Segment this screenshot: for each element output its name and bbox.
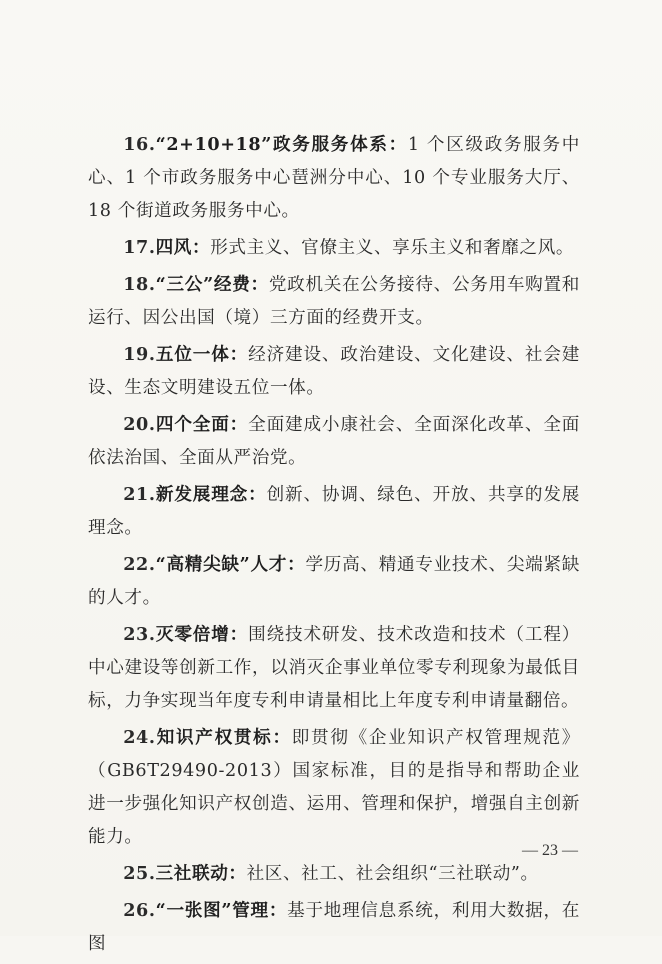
glossary-entry-24 (88, 721, 580, 854)
glossary-entry-17 (88, 231, 580, 265)
entry-definition: 社区、社工、社会组织“三社联动”。 (246, 864, 539, 884)
entry-term: 五位一体 (155, 344, 230, 365)
entry-definition: 围绕技术研发、技术改造和技术（工程）中心建设等创新工作，以消灭企事业单位零专利现象为最低目标，力争实现当年度专利申请量相比上年度专利申请量翻倍。 (88, 625, 580, 711)
entry-number: 17. (123, 237, 156, 258)
glossary-entry-21 (88, 478, 580, 545)
entry-term: “高精尖缺”人才 (155, 554, 288, 575)
entry-term: “三公”经费 (155, 274, 251, 295)
entry-term: 四个全面 (155, 414, 230, 435)
entry-separator: ： (248, 484, 267, 505)
entry-separator: ： (229, 344, 249, 365)
entry-term: 四风 (155, 237, 192, 258)
entry-term: “一张图”管理 (155, 900, 269, 921)
entry-number: 24. (123, 727, 156, 748)
entry-separator: ： (228, 863, 247, 884)
entry-separator: ： (388, 134, 408, 155)
entry-term: 三社联动 (155, 863, 229, 884)
entry-number: 16. (123, 134, 156, 155)
page-number: — 23 — (522, 842, 578, 859)
glossary-entry-23 (88, 618, 580, 718)
glossary-entry-16 (88, 128, 580, 228)
entry-term: 灭零倍增 (155, 624, 230, 645)
entry-number: 18. (123, 274, 156, 295)
entry-separator: ： (287, 554, 306, 575)
glossary-entry-22 (88, 548, 580, 615)
entry-number: 25. (123, 863, 156, 884)
entry-term: “2+10+18”政务服务体系 (155, 134, 389, 155)
entry-number: 19. (123, 344, 156, 365)
entry-definition: 经济建设、政治建设、文化建设、社会建设、生态文明建设五位一体。 (88, 345, 580, 398)
entry-number: 26. (123, 900, 156, 921)
entry-number: 22. (123, 554, 156, 575)
entry-separator: ： (229, 624, 249, 645)
entry-separator: ： (250, 274, 269, 295)
entry-separator: ： (268, 900, 288, 921)
entry-definition: 学历高、精通专业技术、尖端紧缺的人才。 (88, 555, 580, 608)
entry-number: 23. (123, 624, 156, 645)
entry-number: 21. (123, 484, 156, 505)
entry-definition: 形式主义、官僚主义、享乐主义和奢靡之风。 (210, 238, 575, 258)
glossary-entry-19 (88, 338, 580, 405)
entry-term: 新发展理念 (155, 484, 249, 505)
entry-separator: ： (229, 414, 249, 435)
entry-definition: 全面建成小康社会、全面深化改革、全面依法治国、全面从严治党。 (88, 415, 580, 468)
entry-separator: ： (272, 727, 292, 748)
entry-definition: 即贯彻《企业知识产权管理规范》（GB6T29490-2013）国家标准，目的是指导和帮助企业进一步强化知识产权创造、运用、管理和保护，增强自主创新能力。 (88, 728, 580, 847)
glossary-entry-26 (88, 894, 580, 961)
entry-number: 20. (123, 414, 156, 435)
entry-definition: 基于地理信息系统，利用大数据，在图 (88, 901, 580, 954)
entry-definition: 1 个区级政务服务中心、1 个市政务服务中心琶洲分中心、10 个专业服务大厅、18 个街道政务服务中心。 (88, 135, 580, 221)
entry-definition: 党政机关在公务接待、公务用车购置和运行、因公出国（境）三方面的经费开支。 (88, 275, 580, 328)
glossary-entry-25 (88, 857, 580, 891)
entry-term: 知识产权贯标 (155, 727, 273, 748)
entry-definition: 创新、协调、绿色、开放、共享的发展理念。 (88, 485, 580, 538)
glossary-list (88, 128, 580, 964)
glossary-entry-18 (88, 268, 580, 335)
glossary-entry-20 (88, 408, 580, 475)
entry-separator: ： (192, 237, 211, 258)
